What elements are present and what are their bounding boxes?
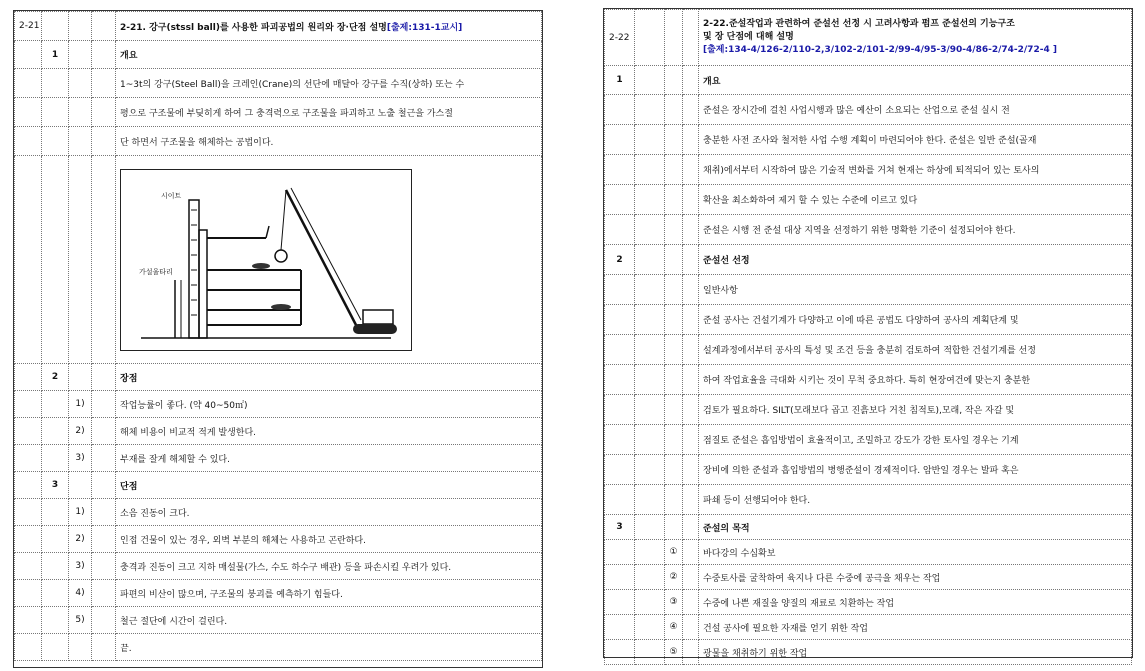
diagram-cell [116,156,542,364]
s2-line: 점질토 준설은 흡입방법이 효율적이고, 조밀하고 강도가 강한 토사일 경우는 기계 [699,425,1132,455]
s2-item: 작업능률이 좋다. (약 40~50㎡) [116,391,542,418]
s2-line: 설계과정에서부터 공사의 특성 및 조건 등을 충분히 검토하여 적합한 건설기계를 선정 [699,335,1132,365]
s3-item: 파편의 비산이 많으며, 구조물의 붕괴를 예측하기 힘들다. [116,580,542,607]
s2-line: 준설 공사는 건설기계가 다양하고 이에 따른 공법도 다양하여 공사의 계획단계 및 [699,305,1132,335]
s1-line: 준설은 장시간에 걸친 사업시행과 많은 예산이 소요되는 산업으로 준설 실시 전 [699,95,1132,125]
s1-line: 1~3t의 강구(Steel Ball)을 크레인(Crane)의 선단에 매달아 강구를 수직(상하) 또는 수 [116,69,542,98]
s3-number: 3 [605,515,635,540]
s2-title: 장점 [116,364,542,391]
s2-line: 파쇄 등이 선행되어야 한다. [699,485,1132,515]
s1-line: 충분한 사전 조사와 철저한 사업 수행 계획이 마련되어야 한다. 준설은 일반 준설(골재 [699,125,1132,155]
s1-title: 개요 [116,41,542,69]
s2-number: 2 [605,245,635,275]
s3-item: 수중토사를 굴착하여 육지나 다른 수중에 공극을 채우는 작업 [699,565,1132,590]
left-table [14,11,542,661]
s3-item: 바다강의 수심확보 [699,540,1132,565]
item-number: 2) [69,418,92,445]
exam-reference: [출제:134-4/126-2/110-2,3/102-2/101-2/99-4/95-3/90-4/86-2/74-2/72-4 ] [703,45,1057,55]
s2-title: 준설선 선정 [699,245,1132,275]
right-table [604,9,1132,665]
item-number: ⑤ [665,640,683,665]
item-number: 2) [69,526,92,553]
diagram-label-sheet: 시이트 [161,191,182,200]
item-number: ④ [665,615,683,640]
s3-title: 단점 [116,472,542,499]
s2-line: 일반사항 [699,275,1132,305]
left-document-panel [13,10,543,668]
section-id: 2-22 [605,10,635,66]
section-heading: 2-22.준설작업과 관련하여 준설선 선정 시 고려사항과 펌프 준설선의 기능구조 및 장 단점에 대해 설명 [출제:134-4/126-2/110-2,3/102-2/101-2/99-4/95-3/90-4/86-2/74-2/72-4 ] [699,10,1132,66]
s3-item: 광물을 채취하기 위한 작업 [699,640,1132,665]
s1-line: 채취)에서부터 시작하여 많은 기술적 변화를 거쳐 현재는 하상에 퇴적되어 있는 토사의 [699,155,1132,185]
s3-title: 준설의 목적 [699,515,1132,540]
s2-number: 2 [42,364,69,391]
s2-line: 장비에 의한 준설과 흡입방법의 병행준설이 경제적이다. 암반일 경우는 발파 혹은 [699,455,1132,485]
steel-ball-crane-diagram [120,169,412,351]
right-document-panel [603,8,1133,658]
s3-item: 수중에 나쁜 재질을 양질의 재료로 치환하는 작업 [699,590,1132,615]
s3-item: 충격과 진동이 크고 지하 매설물(가스, 수도 하수구 배관) 등을 파손시킬 우려가 있다. [116,553,542,580]
exam-reference: [출제:131-1교시] [386,22,463,33]
s2-line: 하여 작업효율을 극대화 시키는 것이 무척 중요하다. 특히 현장여건에 맞는지 충분한 [699,365,1132,395]
section-heading: 2-21. 강구(stssl ball)를 사용한 파괴공법의 원리와 장·단점 설명[출제:131-1교시] [116,12,542,41]
s2-item: 부재를 잘게 해체할 수 있다. [116,445,542,472]
s1-line: 확산을 최소화하여 제거 할 수 있는 수준에 이르고 있다 [699,185,1132,215]
section-id: 2-21 [15,12,42,41]
s2-item: 해체 비용이 비교적 적게 발생한다. [116,418,542,445]
diagram-label-fence: 가설울타리 [139,267,173,276]
item-number: 5) [69,607,92,634]
item-number: 1) [69,391,92,418]
item-number: ① [665,540,683,565]
s1-number: 1 [605,66,635,95]
s3-item: 소음 진동이 크다. [116,499,542,526]
s3-number: 3 [42,472,69,499]
end-mark: 끝. [116,634,542,661]
item-number: 3) [69,445,92,472]
item-number: ② [665,565,683,590]
s1-line: 평으로 구조물에 부딪히게 하여 그 충격력으로 구조물을 파괴하고 노출 철근을 가스절 [116,98,542,127]
item-number: ③ [665,590,683,615]
s3-item: 건설 공사에 필요한 자재를 얻기 위한 작업 [699,615,1132,640]
s1-line: 준설은 시행 전 준설 대상 지역을 선정하기 위한 명확한 기준이 설정되어야 한다. [699,215,1132,245]
item-number: 3) [69,553,92,580]
s3-item: 인접 건물이 있는 경우, 외벽 부분의 해체는 사용하고 곤란하다. [116,526,542,553]
s2-line: 검토가 필요하다. SILT(모래보다 곱고 진흙보다 거친 침적토),모래, 작은 자갈 및 [699,395,1132,425]
item-number: 1) [69,499,92,526]
s1-number: 1 [42,41,69,69]
s1-title: 개요 [699,66,1132,95]
s3-item: 철근 절단에 시간이 걸린다. [116,607,542,634]
s1-line: 단 하면서 구조물을 해체하는 공법이다. [116,127,542,156]
item-number: 4) [69,580,92,607]
